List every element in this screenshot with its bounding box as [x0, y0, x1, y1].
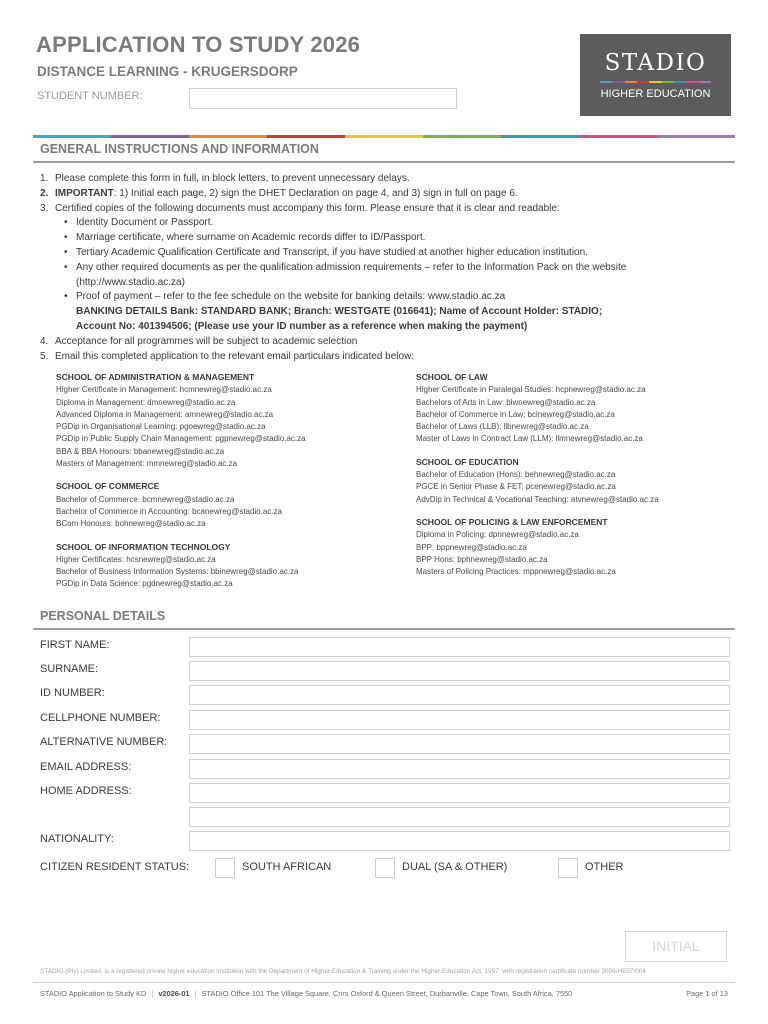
programme-email-line: PGDip in Organisational Learning: pgoewreg@stadio.ac.za: [56, 422, 266, 432]
footer-address: STADIO Office 101 The Village Square, Cnrs Oxford & Queen Street, Durbanville, Cape Town, South Africa, 7550: [201, 989, 573, 998]
cellphone-label: CELLPHONE NUMBER:: [40, 712, 161, 724]
initial-box[interactable]: INITIAL: [625, 931, 727, 962]
school-heading: SCHOOL OF INFORMATION TECHNOLOGY: [56, 541, 231, 552]
logo-wordmark: STADIO: [604, 50, 707, 76]
bullet-item: • Marriage certificate, where surname on Academic records differ to ID/Passport.: [40, 231, 730, 246]
programme-email-line: PGCE in Senior Phase & FET: pcenewreg@stadio.ac.za: [416, 482, 616, 492]
instruction-text: Please complete this form in full, in block letters, to prevent unnecessary delays.: [55, 173, 410, 184]
page-number: Page 1 of 13: [686, 989, 728, 998]
programme-email-line: Higher Certificates: hcsnewreg@stadio.ac.za: [56, 554, 216, 564]
rainbow-segment: [657, 135, 735, 138]
footer-info: [40, 989, 572, 998]
programme-email-line: Bachelor of Laws (LLB): llbnewreg@stadio.ac.za: [416, 422, 589, 432]
programme-email-line: PGDip in Public Supply Chain Management: pgpnewreg@stadio.ac.za: [56, 434, 306, 444]
programme-email-line: Bachelor of Commerce in Accounting: bcanewreg@stadio.ac.za: [56, 506, 283, 516]
logo-bar-segment: [662, 81, 674, 83]
instruction-item: [40, 202, 730, 217]
bullet-text: Any other required documents as per the qualification admission requirements – refer to the Information Pack on the website: [76, 261, 627, 273]
cellphone-field[interactable]: [189, 710, 730, 730]
south-african-checkbox[interactable]: [215, 858, 235, 878]
programme-email-line: BBA & BBA Honours: bbanewreg@stadio.ac.za: [56, 446, 225, 456]
rainbow-segment: [189, 135, 267, 138]
logo-bar-segment: [625, 81, 637, 83]
logo-bar-segment: [686, 81, 698, 83]
general-instructions-title: GENERAL INSTRUCTIONS AND INFORMATION: [40, 142, 319, 156]
rainbow-segment: [423, 135, 501, 138]
home-address-field-line1[interactable]: [189, 783, 730, 803]
other-citizen-checkbox[interactable]: [558, 858, 578, 878]
programme-email-line: Masters of Management: mmnewreg@stadio.ac.za: [56, 459, 238, 469]
other-option-label: OTHER: [585, 861, 624, 873]
instruction-item: [40, 187, 730, 202]
home-address-label: HOME ADDRESS:: [40, 785, 132, 797]
page-title: APPLICATION TO STUDY 2026: [36, 32, 361, 57]
footer-document-name: STADIO Application to Study KD: [40, 989, 147, 998]
surname-label: SURNAME:: [40, 663, 99, 675]
logo-bar-segment: [637, 81, 649, 83]
home-address-field-line2[interactable]: [189, 807, 730, 827]
instructions-list: [40, 172, 730, 364]
rainbow-segment: [345, 135, 423, 138]
student-number-field[interactable]: [189, 88, 457, 109]
logo-bar-segment: [600, 81, 612, 83]
programme-email-line: Diploma in Policing: dpnnewreg@stadio.ac.za: [416, 530, 579, 540]
programme-email-line: Bachelor of Commerce in Law: bclnewreg@stadio.ac.za: [416, 409, 615, 419]
instruction-text-rest: : 1) Initial each page, 2) sign the DHET Declaration on page 4, and 3) sign in full on page 6.: [113, 187, 518, 199]
id-number-label: ID NUMBER:: [40, 687, 105, 699]
instruction-item: [40, 172, 730, 187]
section-divider: [33, 628, 735, 630]
bullet-text: Tertiary Academic Qualification Certificate and Transcript, if you have studied at another higher education institution.: [76, 246, 588, 258]
important-label: IMPORTANT: [55, 187, 114, 199]
bullet-continuation: [40, 276, 730, 291]
rainbow-segment: [579, 135, 657, 138]
schools-right-column: [416, 371, 659, 578]
bullet-item: • Tertiary Academic Qualification Certificate and Transcript, if you have studied at another higher education institution.: [40, 246, 730, 261]
bullet-item: • Any other required documents as per the qualification admission requirements – refer to the Information Pack on the website: [40, 261, 730, 276]
bullet-text: Identity Document or Passport.: [76, 217, 214, 229]
programme-email-line: BPP Hons: bphnewreg@stadio.ac.za: [416, 554, 548, 564]
instruction-number: 5.: [40, 350, 49, 362]
bullet-item: • Identity Document or Passport.: [40, 216, 730, 231]
rainbow-segment: [501, 135, 579, 138]
banking-account-line: Account No: 401394506; (Please use your ID number as a reference when making the payment): [76, 320, 528, 332]
programme-email-line: AdvDip in Technical & Vocational Teaching: atvnewreg@stadio.ac.za: [416, 494, 659, 504]
first-name-field[interactable]: [189, 637, 730, 657]
page-subtitle: DISTANCE LEARNING - KRUGERSDORP: [37, 64, 298, 79]
website-link[interactable]: (http://www.stadio.ac.za): [76, 276, 185, 288]
school-heading: SCHOOL OF EDUCATION: [416, 456, 519, 467]
logo-color-bar: [600, 81, 711, 83]
surname-field[interactable]: [189, 661, 730, 681]
email-field[interactable]: [189, 759, 730, 779]
programme-email-line: Bachelor of Education (Hons): behnewreg@stadio.ac.za: [416, 470, 616, 480]
personal-details-title: PERSONAL DETAILS: [40, 609, 166, 623]
school-heading: SCHOOL OF ADMINISTRATION & MANAGEMENT: [56, 372, 255, 382]
id-number-field[interactable]: [189, 685, 730, 705]
footer-separator: |: [194, 989, 197, 998]
rainbow-segment: [111, 135, 189, 138]
programme-email-line: BCom Honours: bohnewreg@stadio.ac.za: [56, 519, 206, 529]
nationality-label: NATIONALITY:: [40, 833, 114, 845]
school-heading: SCHOOL OF LAW: [416, 372, 488, 382]
instruction-text: [55, 187, 518, 202]
school-heading: SCHOOL OF POLICING & LAW ENFORCEMENT: [416, 516, 608, 527]
instruction-number: 2.: [40, 187, 49, 199]
instruction-number: 1.: [40, 173, 49, 184]
school-gap: [56, 531, 306, 541]
instruction-text: Certified copies of the following documents must accompany this form. Please ensure that it is clear and readable:: [55, 202, 560, 214]
alternative-number-label: ALTERNATIVE NUMBER:: [40, 736, 168, 748]
programme-email-line: Advanced Diploma in Management: amnewreg@stadio.ac.za: [56, 409, 274, 419]
section-divider: [33, 161, 735, 163]
school-gap: [416, 506, 659, 516]
first-name-label: FIRST NAME:: [40, 639, 110, 651]
instruction-number: 3.: [40, 202, 49, 214]
programme-email-line: Higher Certificate in Management: hcmnewreg@stadio.ac.za: [56, 385, 272, 395]
instruction-text: Acceptance for all programmes will be subject to academic selection: [55, 335, 358, 347]
rainbow-segment: [33, 135, 111, 138]
programme-email-line: Bachelor of Business Information Systems: bbinewreg@stadio.ac.za: [56, 567, 299, 577]
dual-citizen-checkbox[interactable]: [375, 858, 395, 878]
instruction-item: [40, 350, 730, 365]
logo-bar-segment: [699, 81, 711, 83]
email-label: EMAIL ADDRESS:: [40, 761, 132, 773]
programme-email-line: Diploma in Management: dmnewreg@stadio.ac.za: [56, 397, 236, 407]
logo-subtitle: HIGHER EDUCATION: [600, 88, 711, 100]
footer-version: v2026-01: [158, 989, 190, 998]
logo-bar-segment: [649, 81, 661, 83]
rainbow-segment: [267, 135, 345, 138]
logo-bar-segment: [612, 81, 624, 83]
programme-email-line: Bachelor of Commerce: bcmnewreg@stadio.ac.za: [56, 494, 235, 504]
programme-email-line: Master of Laws in Contract Law (LLM): llmnewreg@stadio.ac.za: [416, 434, 643, 444]
school-gap: [416, 446, 659, 456]
logo-bar-segment: [674, 81, 686, 83]
instruction-item: [40, 335, 730, 350]
south-african-option-label: SOUTH AFRICAN: [242, 861, 332, 873]
programme-email-line: BPP: bppnewreg@stadio.ac.za: [416, 542, 527, 552]
citizen-status-label: CITIZEN RESIDENT STATUS:: [40, 861, 190, 873]
footer-separator: |: [151, 989, 154, 998]
school-heading: SCHOOL OF COMMERCE: [56, 481, 160, 492]
instruction-text: Email this completed application to the relevant email particulars indicated below:: [55, 350, 415, 362]
school-gap: [56, 470, 306, 480]
programme-email-line: Masters of Policing Practices: mppnewreg@stadio.ac.za: [416, 567, 616, 577]
programme-email-line: Higher Certificate in Paralegal Studies: hcpnewreg@stadio.ac.za: [416, 385, 646, 395]
rainbow-divider: [33, 135, 735, 138]
nationality-field[interactable]: [189, 831, 730, 851]
student-number-label: STUDENT NUMBER:: [37, 90, 143, 102]
stadio-logo: [580, 34, 731, 116]
bullet-text: Marriage certificate, where surname on Academic records differ to ID/Passport.: [76, 232, 426, 244]
instruction-number: 4.: [40, 335, 49, 347]
alternative-number-field[interactable]: [189, 734, 730, 754]
bullet-item: • Proof of payment – refer to the fee schedule on the website for banking details: www.stadio.ac.za: [40, 290, 730, 305]
programme-email-line: PGDip in Data Science: pgdnewreg@stadio.ac.za: [56, 579, 233, 589]
dual-option-label: DUAL (SA & OTHER): [402, 861, 508, 873]
banking-details-line: BANKING DETAILS Bank: STANDARD BANK; Branch: WESTGATE (016641); Name of Account Holder: STADIO;: [76, 306, 603, 318]
legal-notice: STADIO (Pty) Limited, is a registered private higher education institution with the Department of Higher Education & Training under the Higher Education Act, 1997, with registration certificate number 2006/HE07/004: [40, 968, 646, 975]
schools-left-column: [56, 371, 306, 591]
bullet-text: Proof of payment – refer to the fee schedule on the website for banking details: www.stadio.ac.za: [76, 291, 506, 303]
programme-email-line: Bachelors of Arts in Law: blwnewreg@stadio.ac.za: [416, 397, 596, 407]
footer-divider: [33, 982, 735, 983]
